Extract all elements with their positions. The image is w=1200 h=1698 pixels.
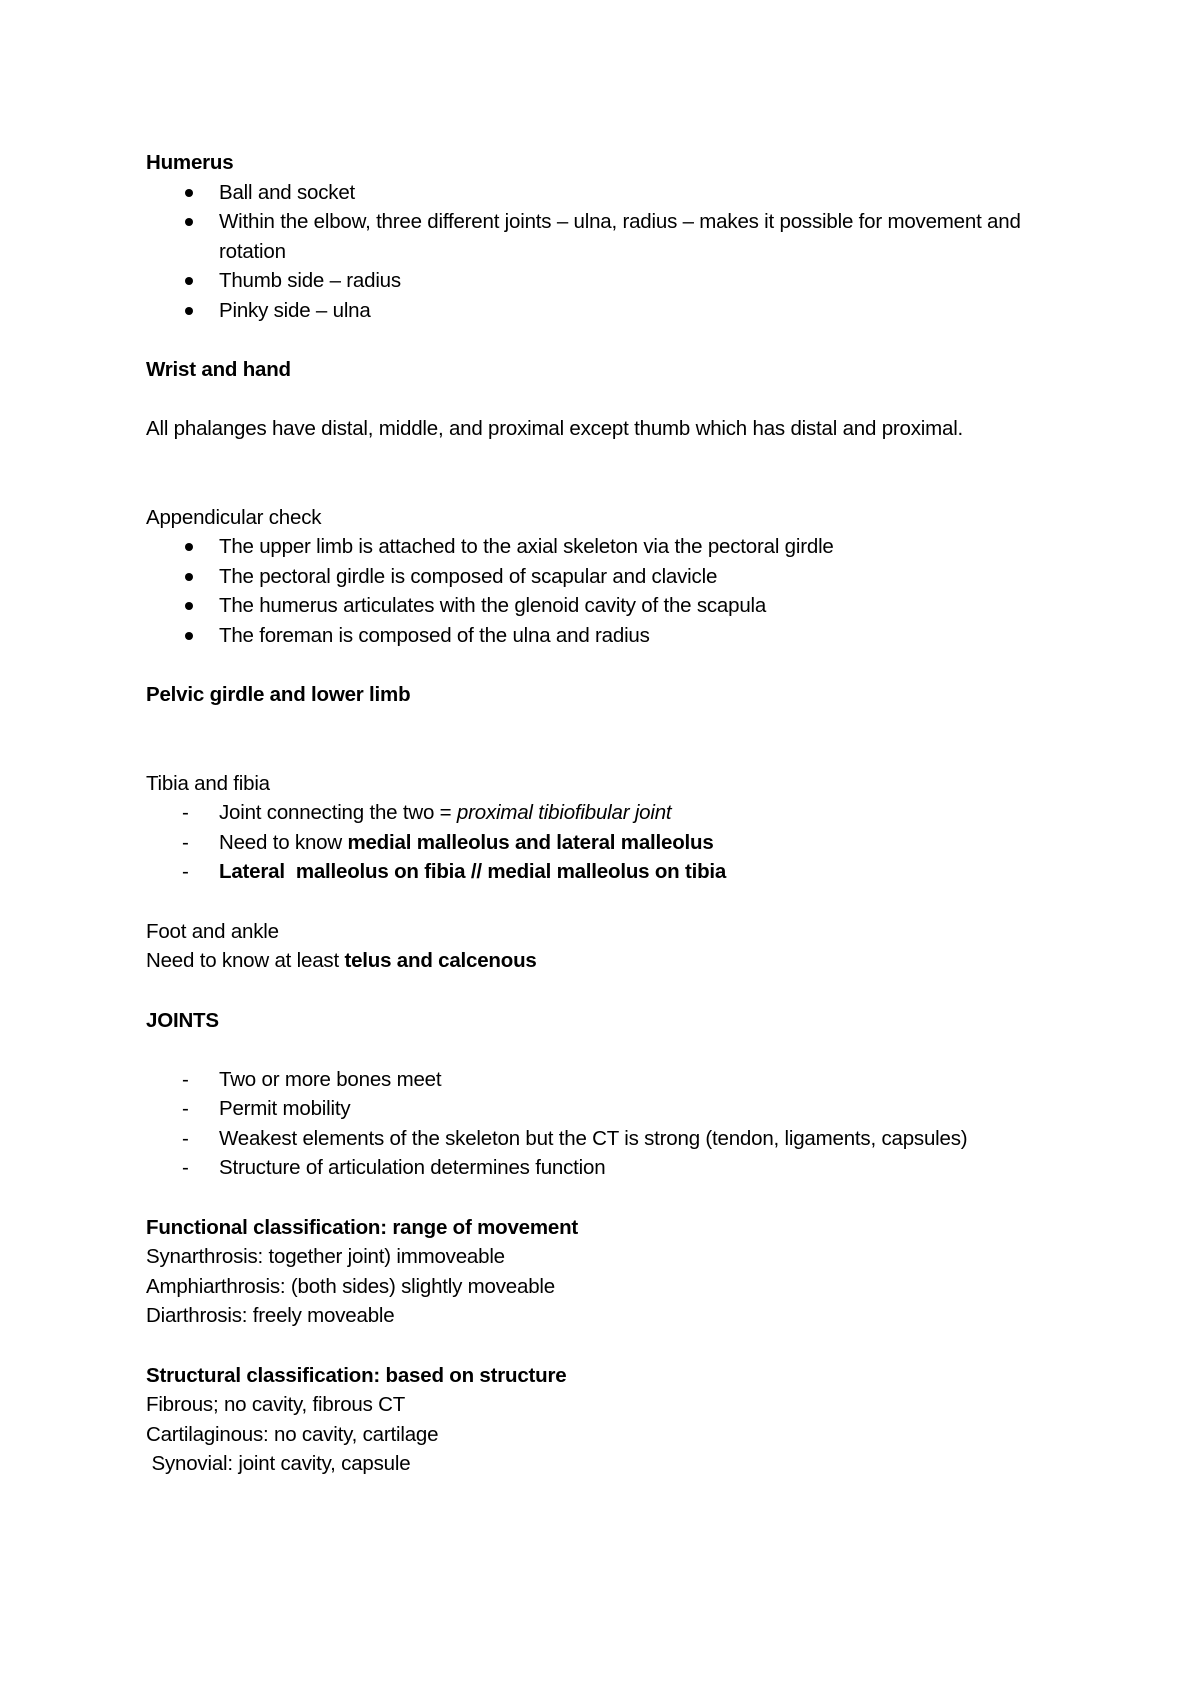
bullet-item: Pinky side – ulna — [219, 298, 371, 322]
bullet-item: Within the elbow, three different joints – ulna, radius – makes it possible for movement and rotation — [219, 210, 1021, 263]
paragraph-phalanges: All phalanges have distal, middle, and proximal except thumb which has distal and proximal. — [146, 417, 964, 440]
dash-item: Weakest elements of the skeleton but the CT is strong (tendon, ligaments, capsules) — [219, 1126, 968, 1150]
bullet-item: The upper limb is attached to the axial skeleton via the pectoral girdle — [219, 535, 834, 558]
heading-humerus: Humerus — [146, 151, 234, 174]
heading-tibia-and-fibia: Tibia and fibia — [146, 771, 270, 795]
text-line: Synovial: joint cavity, capsule — [146, 1452, 411, 1475]
heading-pelvic-girdle: Pelvic girdle and lower limb — [146, 683, 411, 706]
dash-item: Structure of articulation determines function — [219, 1156, 606, 1179]
bullet-item: The humerus articulates with the glenoid cavity of the scapula — [219, 594, 767, 617]
bullet-item: The pectoral girdle is composed of scapular and clavicle — [219, 564, 718, 588]
heading-wrist-and-hand: Wrist and hand — [146, 358, 291, 381]
heading-appendicular-check: Appendicular check — [146, 505, 322, 529]
dash-item: Permit mobility — [219, 1097, 351, 1120]
dash-item — [146, 857, 1086, 887]
document-body — [146, 148, 1086, 1479]
bullet-item: Ball and socket — [219, 180, 356, 204]
bold-term: medial malleolus and lateral malleolus — [347, 830, 714, 854]
dash-item: Joint connecting the two = proximal tibiofibular joint — [219, 801, 672, 824]
heading-foot-and-ankle: Foot and ankle — [146, 919, 279, 943]
text-line: Fibrous; no cavity, fibrous CT — [146, 1393, 406, 1416]
bold-term: telus and calcenous — [344, 949, 537, 972]
paragraph-foot: Need to know at least telus and calcenous — [146, 949, 537, 972]
heading-structural-classification: Structural classification: based on structure — [146, 1363, 567, 1387]
text-line: Amphiarthrosis: (both sides) slightly moveable — [146, 1274, 555, 1298]
heading-functional-classification: Functional classification: range of movement — [146, 1215, 579, 1239]
text-line: Diarthrosis: freely moveable — [146, 1304, 395, 1327]
bold-term: Lateral malleolus on fibia // medial malleolus on tibia — [219, 860, 727, 883]
heading-joints: JOINTS — [146, 1008, 219, 1032]
italic-term: proximal tibiofibular joint — [456, 801, 672, 824]
bullet-item: Thumb side – radius — [219, 269, 401, 292]
dash-item: Two or more bones meet — [219, 1067, 442, 1091]
bullet-item: The foreman is composed of the ulna and radius — [219, 623, 650, 647]
dash-item: Need to know medial malleolus and lateral malleolus — [219, 830, 714, 854]
text-line: Synarthrosis: together joint) immoveable — [146, 1245, 505, 1268]
text-line: Cartilaginous: no cavity, cartilage — [146, 1422, 439, 1446]
